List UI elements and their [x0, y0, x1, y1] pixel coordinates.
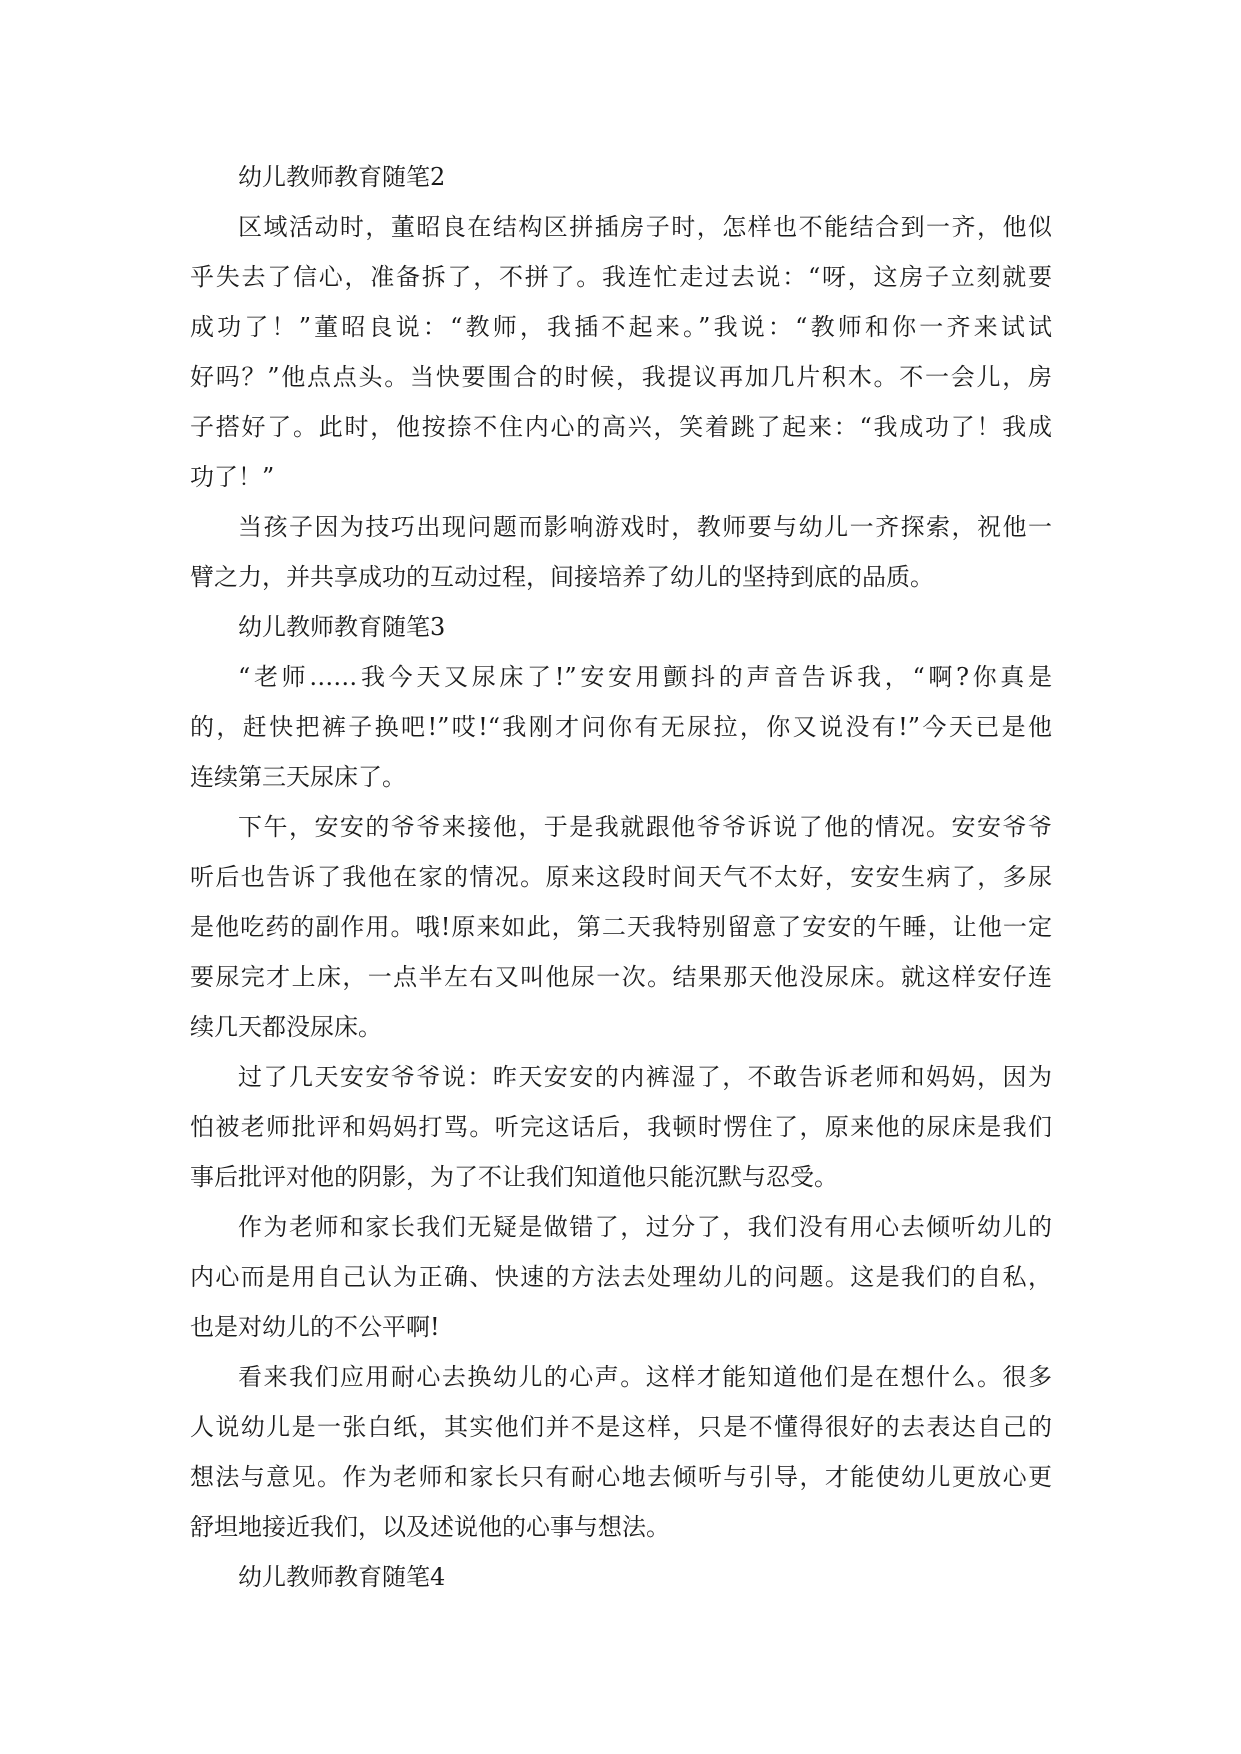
text-line: 人说幼儿是一张白纸，其实他们并不是这样，只是不懂得很好的去表达自己的 — [190, 1413, 1052, 1441]
text-line: “老师……我今天又尿床了!”安安用颤抖的声音告诉我，“啊?你真是 — [238, 663, 1052, 691]
section-heading: 幼儿教师教育随笔2 — [238, 163, 446, 191]
text-line: 事后批评对他的阴影，为了不让我们知道他只能沉默与忍受。 — [190, 1163, 838, 1191]
text-line: 乎失去了信心，准备拆了，不拼了。我连忙走过去说：“呀，这房子立刻就要 — [190, 263, 1052, 291]
text-line: 作为老师和家长我们无疑是做错了，过分了，我们没有用心去倾听幼儿的 — [238, 1213, 1052, 1241]
text-line: 连续第三天尿床了。 — [190, 763, 406, 791]
paragraph — [190, 802, 1052, 1052]
text-line: 子搭好了。此时，他按捺不住内心的高兴，笑着跳了起来：“我成功了！我成 — [190, 413, 1052, 441]
text-line: 功了！” — [190, 463, 275, 491]
text-line: 好吗？”他点点头。当快要围合的时候，我提议再加几片积木。不一会儿，房 — [190, 363, 1052, 391]
paragraph — [190, 502, 1052, 602]
text-line: 区域活动时，董昭良在结构区拼插房子时，怎样也不能结合到一齐，他似 — [238, 213, 1052, 241]
text-line: 续几天都没尿床。 — [190, 1013, 382, 1041]
text-line: 下午，安安的爷爷来接他，于是我就跟他爷爷诉说了他的情况。安安爷爷 — [238, 813, 1052, 841]
text-line: 也是对幼儿的不公平啊! — [190, 1313, 440, 1341]
document-body — [190, 152, 1052, 1602]
section-heading: 幼儿教师教育随笔3 — [238, 613, 446, 641]
text-line: 的，赶快把裤子换吧!”哎!“我刚才问你有无尿拉，你又说没有!”今天已是他 — [190, 713, 1052, 741]
paragraph — [190, 1202, 1052, 1352]
text-line: 成功了！”董昭良说：“教师，我插不起来。”我说：“教师和你一齐来试试 — [190, 313, 1052, 341]
text-line: 舒坦地接近我们，以及述说他的心事与想法。 — [190, 1513, 670, 1541]
paragraph — [190, 202, 1052, 502]
text-line: 臂之力，并共享成功的互动过程，间接培养了幼儿的坚持到底的品质。 — [190, 563, 934, 591]
text-line: 听后也告诉了我他在家的情况。原来这段时间天气不太好，安安生病了，多尿 — [190, 863, 1052, 891]
paragraph — [190, 1352, 1052, 1552]
paragraph — [190, 1052, 1052, 1202]
text-line: 怕被老师批评和妈妈打骂。听完这话后，我顿时愣住了，原来他的尿床是我们 — [190, 1113, 1052, 1141]
text-line: 过了几天安安爷爷说：昨天安安的内裤湿了，不敢告诉老师和妈妈，因为 — [238, 1063, 1052, 1091]
text-line: 要尿完才上床，一点半左右又叫他尿一次。结果那天他没尿床。就这样安仔连 — [190, 963, 1052, 991]
section-heading: 幼儿教师教育随笔4 — [238, 1563, 446, 1591]
text-line: 当孩子因为技巧出现问题而影响游戏时，教师要与幼儿一齐探索，祝他一 — [238, 513, 1052, 541]
text-line: 是他吃药的副作用。哦!原来如此，第二天我特别留意了安安的午睡，让他一定 — [190, 913, 1052, 941]
text-line: 看来我们应用耐心去换幼儿的心声。这样才能知道他们是在想什么。很多 — [238, 1363, 1052, 1391]
text-line: 想法与意见。作为老师和家长只有耐心地去倾听与引导，才能使幼儿更放心更 — [190, 1463, 1052, 1491]
paragraph — [190, 652, 1052, 802]
text-line: 内心而是用自己认为正确、快速的方法去处理幼儿的问题。这是我们的自私， — [190, 1263, 1052, 1291]
